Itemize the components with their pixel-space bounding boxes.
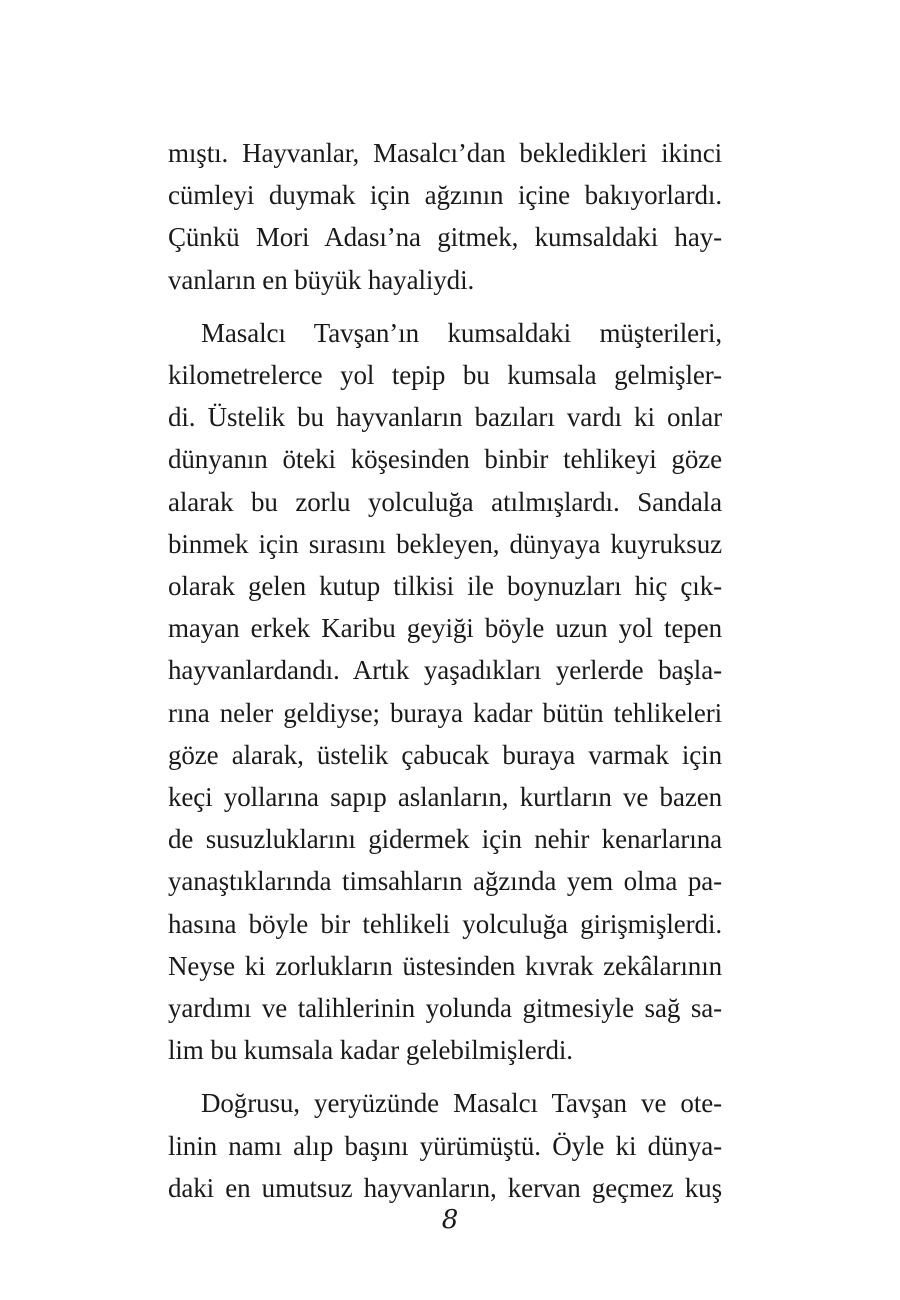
text-line: linin namı alıp başını yürümüştü. Öyle ki dünya- (168, 1130, 722, 1161)
text-line: göze alarak, üstelik çabucak buraya varmak için (168, 739, 722, 770)
text-line: binmek için sırasını bekleyen, dünyaya kuyruksuz (168, 528, 722, 559)
body-text (168, 132, 722, 1209)
text-line: de susuzluklarını gidermek için nehir kenarlarına (168, 824, 722, 855)
text-line: rına neler geldiyse; buraya kadar bütün tehlikeleri (168, 697, 722, 728)
text-line: dünyanın öteki köşesinden binbir tehlikeyi göze (168, 444, 722, 475)
text-line: alarak bu zorlu yolculuğa atılmışlardı. Sandala (168, 486, 722, 517)
text-line: Masalcı Tavşan’ın kumsaldaki müşterileri, (201, 317, 722, 348)
text-line: Çünkü Mori Adası’na gitmek, kumsaldaki hay- (168, 222, 722, 253)
text-line: olarak gelen kutup tilkisi ile boynuzları hiç çık- (168, 571, 722, 602)
text-line: mıştı. Hayvanlar, Masalcı’dan bekledikleri ikinci (168, 138, 722, 168)
text-line: Neyse ki zorlukların üstesinden kıvrak zekâlarının (168, 950, 722, 981)
text-line: vanların en büyük hayaliydi. (168, 264, 475, 295)
text-line: hayvanlardandı. Artık yaşadıkları yerlerde başla- (168, 655, 722, 686)
paragraph-2 (168, 312, 722, 1072)
text-line: lim bu kumsala kadar gelebilmişlerdi. (168, 1035, 573, 1066)
text-line: keçi yollarına sapıp aslanların, kurtların ve bazen (168, 782, 722, 813)
paragraph-3 (168, 1082, 722, 1209)
text-line: mayan erkek Karibu geyiği böyle uzun yol tepen (168, 613, 722, 644)
text-line: di. Üstelik bu hayvanların bazıları vardı ki onlar (168, 402, 722, 433)
text-line: cümleyi duymak için ağzının içine bakıyorlardı. (168, 180, 722, 211)
text-line: yardımı ve talihlerinin yolunda gitmesiyle sağ sa- (168, 993, 722, 1024)
text-line: yanaştıklarında timsahların ağzında yem olma pa- (168, 866, 722, 897)
page-number: 8 (441, 1205, 459, 1235)
text-line: daki en umutsuz hayvanların, kervan geçmez kuş (168, 1172, 722, 1203)
text-line: Doğrusu, yeryüzünde Masalcı Tavşan ve ote- (201, 1088, 722, 1119)
text-line: hasına böyle bir tehlikeli yolculuğa girişmişlerdi. (168, 908, 722, 939)
paragraph-1 (168, 132, 722, 301)
text-line: kilometrelerce yol tepip bu kumsala gelmişler- (168, 360, 722, 391)
